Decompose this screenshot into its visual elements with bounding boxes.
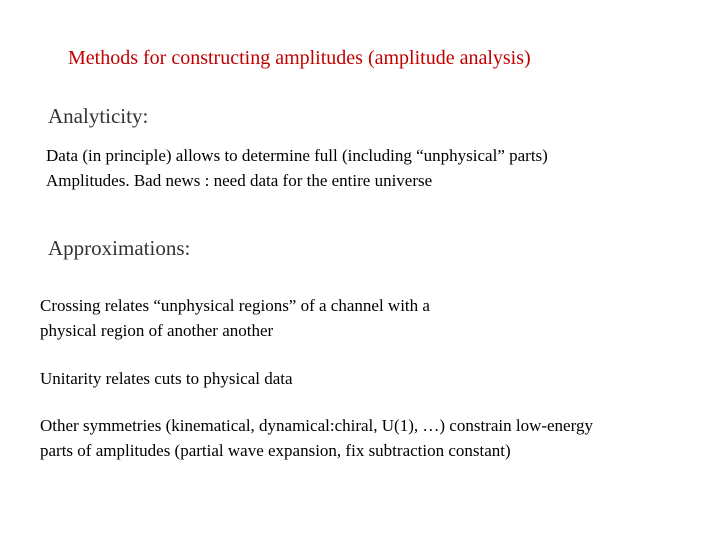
analyticity-paragraph (46, 143, 548, 193)
symmetries-paragraph (40, 413, 593, 463)
slide-title: Methods for constructing amplitudes (amplitude analysis) (68, 47, 531, 69)
analyticity-line-2: Amplitudes. Bad news : need data for the entire universe (46, 171, 433, 190)
approximations-heading: Approximations: (48, 236, 191, 260)
analyticity-line-1: Data (in principle) allows to determine full (including “unphysical” parts) (46, 146, 548, 165)
unitarity-line-1: Unitarity relates cuts to physical data (40, 369, 293, 388)
analyticity-heading: Analyticity: (48, 104, 149, 128)
crossing-paragraph (40, 293, 430, 343)
symmetries-line-1: Other symmetries (kinematical, dynamical:chiral, U(1), …) constrain low-energy (40, 416, 593, 435)
symmetries-line-2: parts of amplitudes (partial wave expansion, fix subtraction constant) (40, 441, 511, 460)
unitarity-paragraph (40, 366, 293, 391)
crossing-line-2: physical region of another another (40, 321, 274, 340)
crossing-line-1: Crossing relates “unphysical regions” of a channel with a (40, 296, 430, 315)
